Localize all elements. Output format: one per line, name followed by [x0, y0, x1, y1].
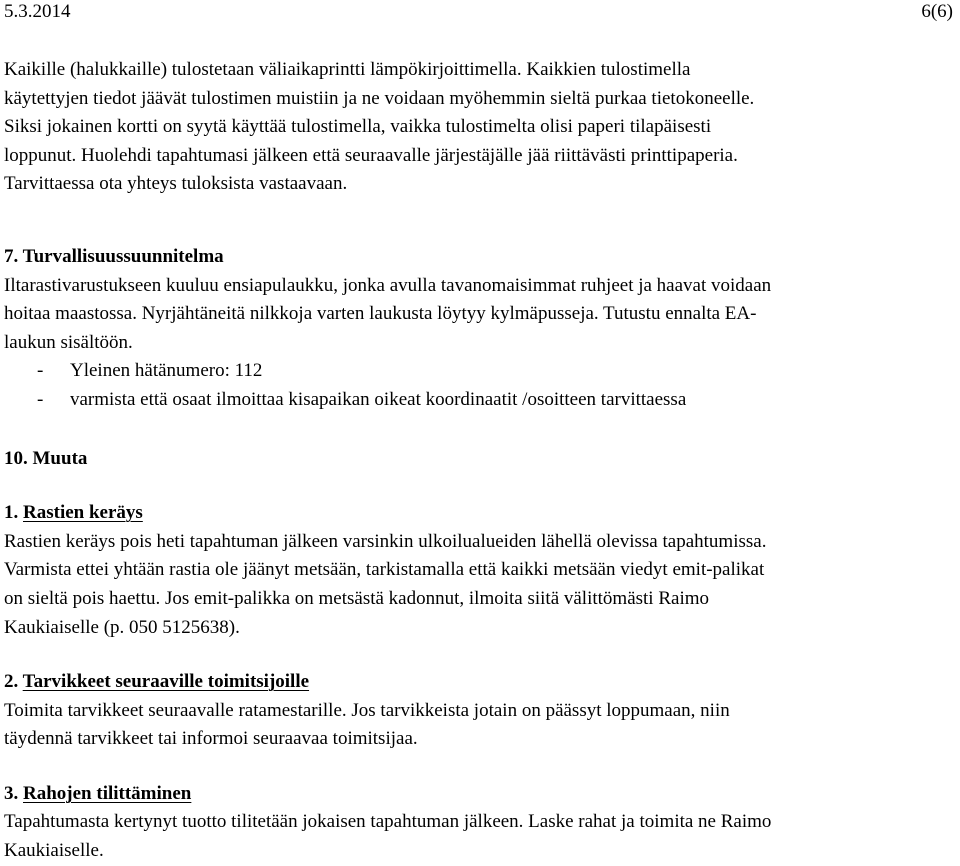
section-7-heading [4, 243, 954, 272]
subsection-2-heading [4, 668, 954, 697]
intro-line: Kaikille (halukkaille) tulostetaan väliaikaprintti lämpökirjoittimella. Kaikkien tulostimella [4, 59, 691, 80]
intro-line: Tarvittaessa ota yhteys tuloksista vastaavaan. [4, 173, 348, 195]
subsection-2-line: Toimita tarvikkeet seuraavalle ratamestarille. Jos tarvikkeista jotain on päässyt loppumaan, niin [4, 699, 730, 721]
subsection-1-line: Kaukiaiselle (p. 050 5125638). [4, 616, 240, 638]
intro-line: käytettyjen tiedot jäävät tulostimen muistiin ja ne voidaan myöhemmin sieltä purkaa tietokoneelle. [4, 87, 755, 109]
bullet-dash: - [37, 388, 44, 410]
subsection-1-title: Rastien keräys [23, 502, 143, 524]
subsection-1-heading [4, 499, 954, 528]
bullet-text: varmista että osaat ilmoittaa kisapaikan oikeat koordinaatit /osoitteen tarvittaessa [70, 388, 687, 410]
bullet-dash: - [37, 360, 44, 382]
subsection-3-line: Tapahtumasta kertynyt tuotto tilitetään jokaisen tapahtuman jälkeen. Laske rahat ja toimita ne Raimo [4, 811, 772, 833]
intro-line: Siksi jokainen kortti on syytä käyttää tulostimella, vaikka tulostimelta olisi paperi tilapäisesti [4, 116, 712, 138]
subsection-1-number: 1. [4, 502, 19, 524]
subsection-3-title: Rahojen tilittäminen [23, 782, 192, 804]
intro-paragraph [4, 56, 954, 199]
section-7-line: Iltarastivarustukseen kuuluu ensiapulaukku, jonka avulla tavanomaisimmat ruhjeet ja haavat voidaan [4, 274, 772, 296]
subsection-3-line: Kaukiaiselle. [4, 840, 104, 862]
page-header [4, 0, 954, 34]
subsection-2-title: Tarvikkeet seuraaville toimitsijoille [22, 671, 310, 693]
subsection-1-paragraph [4, 528, 954, 642]
subsection-3-paragraph [4, 808, 954, 865]
subsection-3-number: 3. [4, 782, 19, 804]
bullet-text: Yleinen hätänumero: 112 [70, 360, 263, 382]
subsection-2-paragraph [4, 697, 954, 754]
section-7-line: laukun sisältöön. [4, 331, 133, 353]
subsection-2-number: 2. [4, 671, 19, 693]
section-7-title: Turvallisuussuunnitelma [22, 245, 224, 267]
section-7-number: 7. [4, 245, 19, 267]
section-10-title: Muuta [32, 447, 88, 469]
bullet-item [4, 386, 954, 415]
subsection-1-line: Rastien keräys pois heti tapahtuman jälkeen varsinkin ulkoilualueiden lähellä olevissa tapahtumissa. [4, 530, 767, 552]
section-7-line: hoitaa maastossa. Nyrjähtäneitä nilkkoja varten laukusta löytyy kylmäpusseja. Tutustu ennalta EA- [4, 303, 757, 325]
subsection-1-line: Varmista ettei yhtään rastia ole jäänyt metsään, tarkistamalla että kaikki metsään viedyt emit-palikat [4, 559, 765, 581]
subsection-3-heading [4, 780, 954, 809]
subsection-1-line: on sieltä pois haettu. Jos emit-palikka on metsästä kadonnut, ilmoita siitä välittömästi Raimo [4, 587, 710, 609]
subsection-2-line: täydennä tarvikkeet tai informoi seuraavaa toimitsijaa. [4, 728, 418, 750]
section-7-paragraph [4, 272, 954, 358]
section-10-heading [4, 445, 954, 474]
intro-line: loppunut. Huolehdi tapahtumasi jälkeen että seuraavalle järjestäjälle jää riittävästi printtipaperia. [4, 144, 738, 166]
bullet-item [4, 357, 954, 386]
header-page-number: 6(6) [921, 1, 953, 22]
header-date: 5.3.2014 [4, 1, 71, 22]
section-10-number: 10. [4, 447, 28, 469]
document-page [4, 0, 954, 866]
